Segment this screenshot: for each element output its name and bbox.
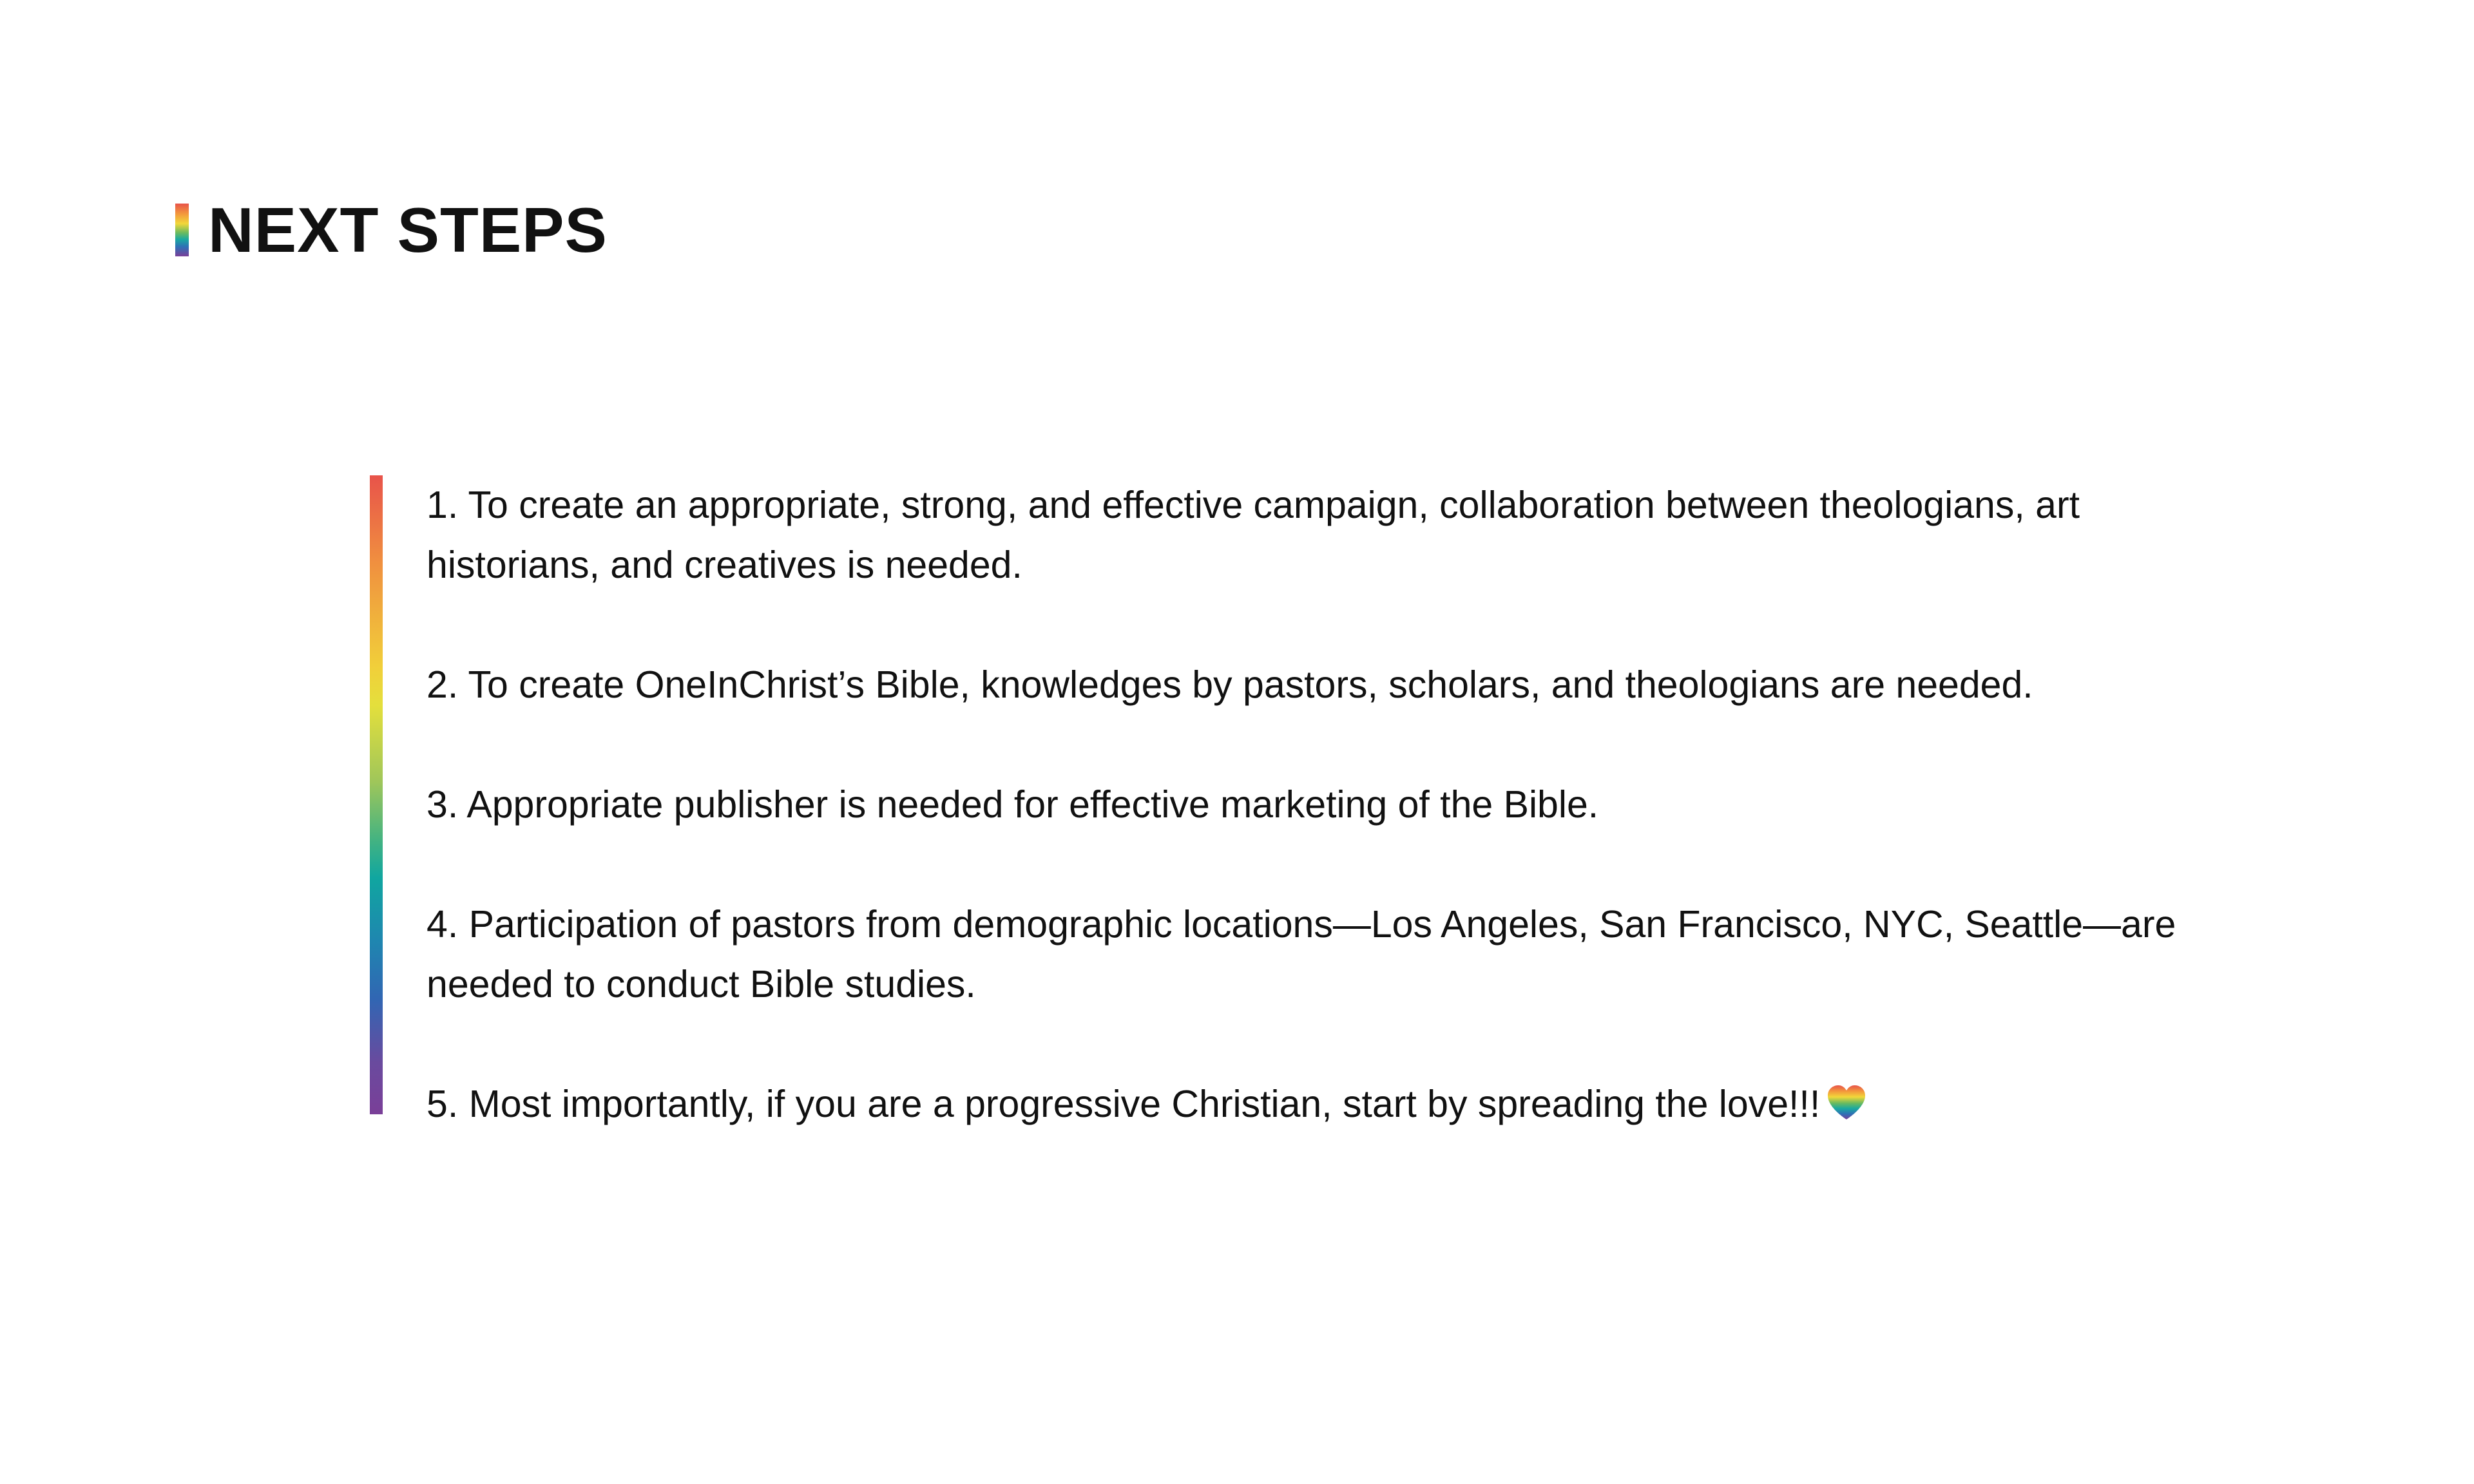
- next-steps-block: [370, 475, 2238, 1125]
- step-4-text: 4. Participation of pastors from demographic locations—Los Angeles, San Francisco, NYC, Seattle—are needed to conduct Bible studies.: [427, 903, 2176, 1005]
- page-title: NEXT STEPS: [208, 195, 608, 265]
- step-3: [427, 775, 2179, 835]
- title-row: [175, 195, 608, 265]
- steps-list: [427, 475, 2230, 1134]
- rainbow-divider-bar: [370, 475, 383, 1114]
- step-5: [427, 1074, 2179, 1134]
- step-2: [427, 655, 2179, 715]
- step-1: [427, 475, 2179, 595]
- step-5-text: 5. Most importantly, if you are a progressive Christian, start by spreading the love!!!: [427, 1083, 1821, 1125]
- step-3-text: 3. Appropriate publisher is needed for effective marketing of the Bible.: [427, 783, 1599, 826]
- rainbow-heart-icon: [1827, 1078, 1866, 1114]
- step-2-text: 2. To create OneInChrist’s Bible, knowledges by pastors, scholars, and theologians are needed.: [427, 663, 2033, 706]
- title-rainbow-accent: [175, 204, 189, 256]
- step-1-text: 1. To create an appropriate, strong, and effective campaign, collaboration between theologians, art historians, and creatives is needed.: [427, 484, 2080, 586]
- step-4: [427, 895, 2179, 1014]
